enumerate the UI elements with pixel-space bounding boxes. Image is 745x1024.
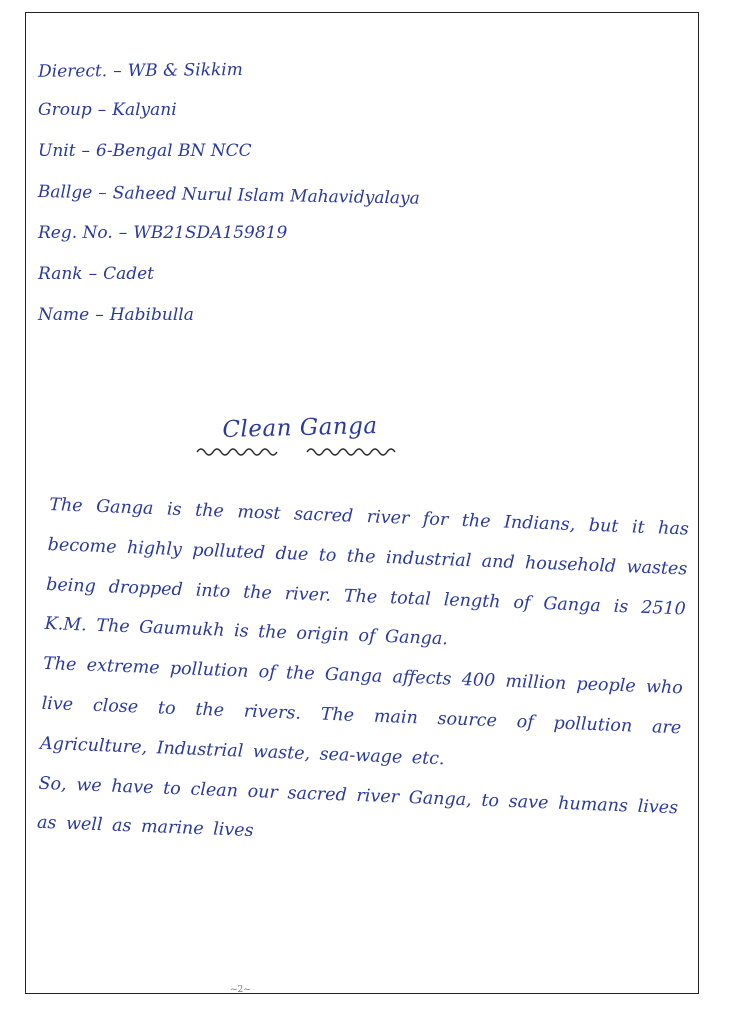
detail-label: Rank <box>38 264 83 284</box>
detail-value: Cadet <box>103 264 154 284</box>
essay-paragraph: The extreme pollution of the Ganga affects 400 million people who live close to the rivers. The main source of pollution are Agriculture, Industrial waste, sea-wage etc. <box>39 654 684 770</box>
detail-label: Group <box>38 100 92 120</box>
essay-body <box>36 486 689 868</box>
detail-value: 6-Bengal BN NCC <box>96 141 252 161</box>
detail-label: Reg. No. <box>38 223 113 243</box>
detail-value: Saheed Nurul Islam Mahavidyalaya <box>112 183 420 209</box>
essay-title-block <box>195 412 405 461</box>
detail-label: Unit <box>38 141 76 161</box>
essay-paragraph: So, we have to clean our sacred river Ganga, to save humans lives as well as marine lives <box>36 773 679 842</box>
detail-row-unit <box>38 120 678 161</box>
detail-value: Habibulla <box>109 305 194 325</box>
detail-row-directorate <box>38 35 678 82</box>
detail-separator: – <box>81 141 91 161</box>
detail-separator: – <box>118 223 128 243</box>
essay-title: Clean Ganga <box>222 412 378 444</box>
detail-row-group <box>38 79 678 120</box>
detail-separator: – <box>88 264 98 284</box>
detail-value: WB21SDA159819 <box>133 223 288 243</box>
detail-separator: – <box>113 61 122 82</box>
detail-label: Ballge <box>37 181 93 203</box>
detail-row-rank <box>38 243 678 284</box>
detail-row-name <box>38 284 678 325</box>
detail-separator: – <box>98 183 107 204</box>
essay-paragraph: The Ganga is the most sacred river for the Indians, but it has become highly polluted due to the industrial and household wastes being dropped into the river. The total length of Ganga is 2510 K.M. The Gaumukh is the origin of Ganga. <box>44 494 690 650</box>
page-number-mark: ~2~ <box>230 985 251 995</box>
detail-label: Name <box>38 305 90 325</box>
detail-label: Dierect. <box>38 61 108 82</box>
cadet-details <box>38 38 678 325</box>
detail-separator: – <box>97 100 107 120</box>
detail-separator: – <box>95 305 104 325</box>
detail-value: Kalyani <box>112 100 177 120</box>
title-squiggle-underline <box>195 443 405 457</box>
detail-value: WB & Sikkim <box>127 60 243 82</box>
